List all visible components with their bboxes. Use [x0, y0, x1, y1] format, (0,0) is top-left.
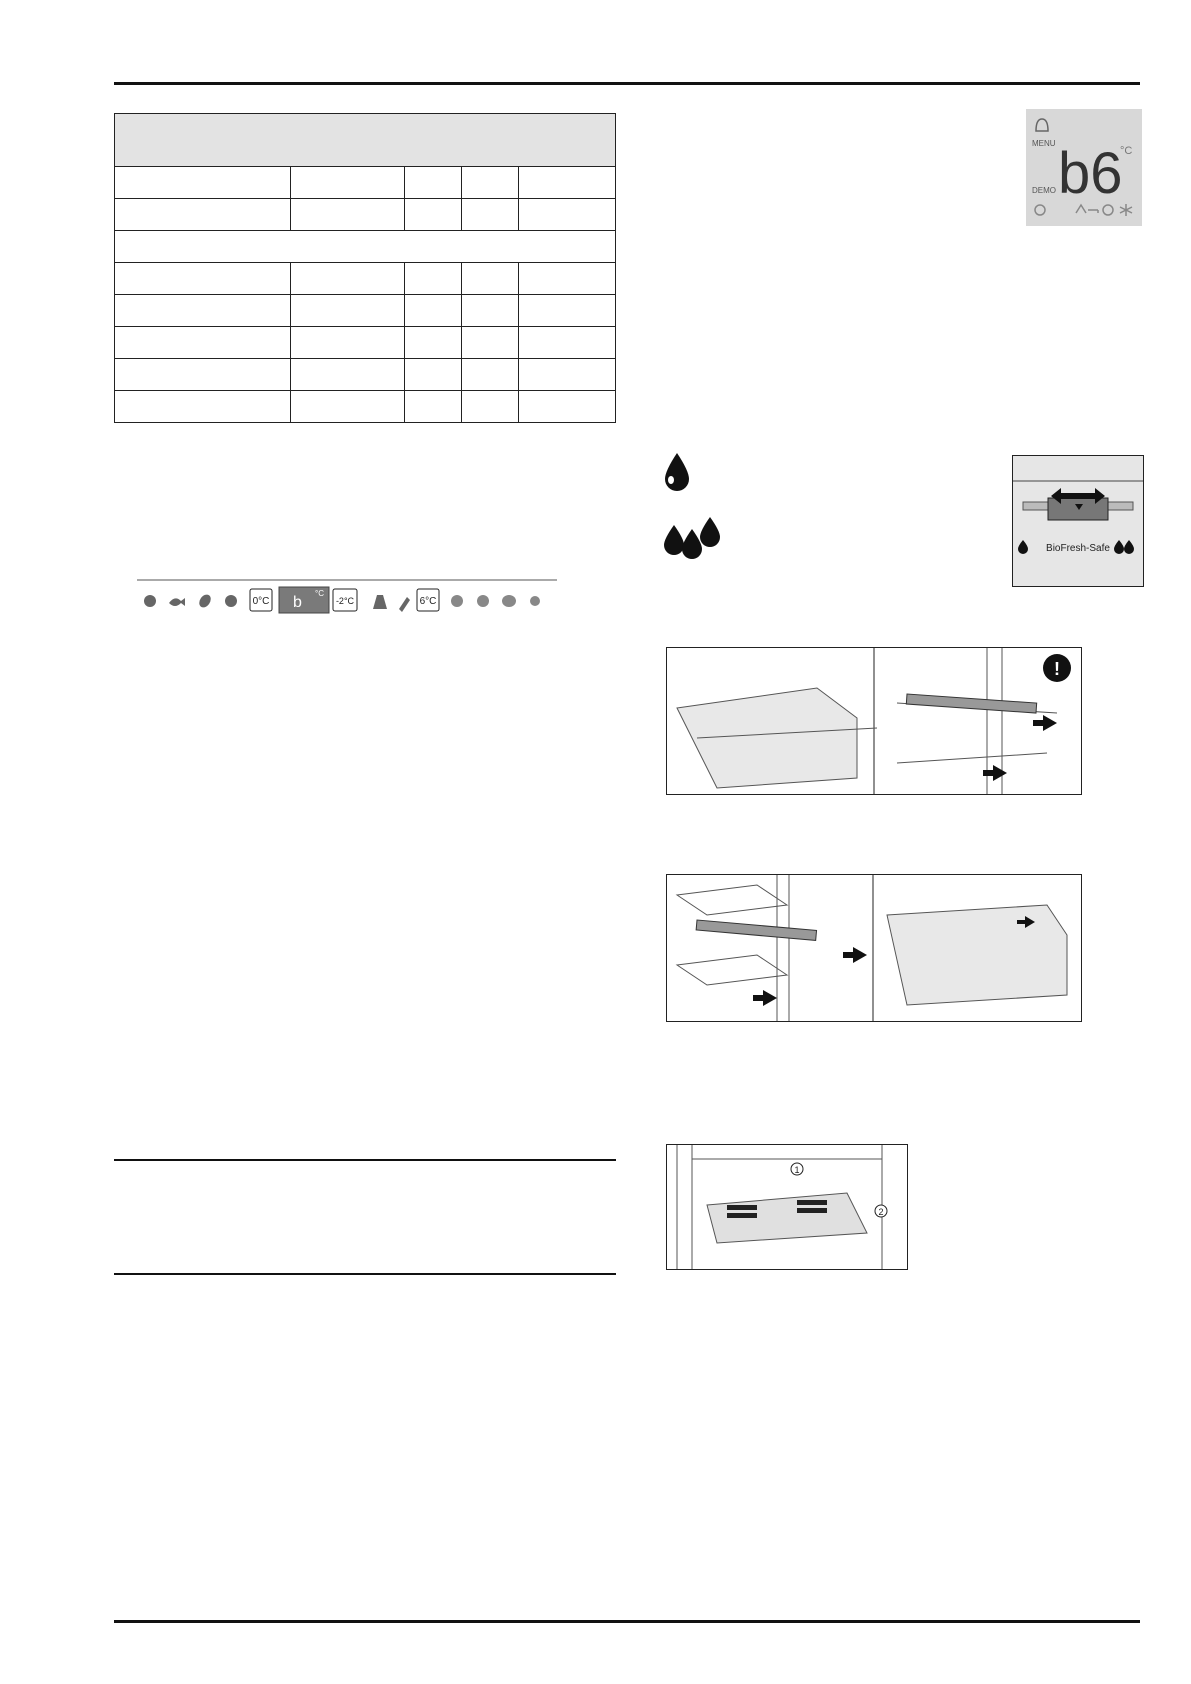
- display-value: b6: [1058, 141, 1123, 206]
- humidity-slider-panel: [1012, 455, 1144, 587]
- bottom-rule: [114, 1620, 1140, 1623]
- triple-drop-icon: [660, 515, 726, 565]
- fan-icon: [1076, 205, 1086, 213]
- display-unit: °C: [1120, 145, 1133, 157]
- temp-minus-two-label: -2°C: [335, 596, 355, 606]
- fish-icon: [169, 598, 185, 606]
- single-drop-icon: [662, 451, 692, 491]
- milk-icon: [373, 595, 387, 609]
- sausage-icon: [144, 595, 156, 607]
- menu-label: MENU: [1032, 139, 1056, 148]
- key-icon: [1088, 210, 1098, 213]
- meat-icon: [197, 592, 213, 609]
- poultry-icon: [225, 595, 237, 607]
- slider-drop-icon: [1018, 540, 1028, 554]
- bell-icon: [1036, 119, 1048, 131]
- callout-one: 1: [794, 1165, 800, 1175]
- at-icon: [1103, 205, 1113, 215]
- table-header-row: [115, 114, 616, 167]
- table-row: [115, 359, 616, 391]
- table-row: [115, 263, 616, 295]
- selected-setting-value: b: [293, 594, 302, 611]
- table-row: [115, 167, 616, 199]
- vegetable-icon: [399, 597, 410, 612]
- lettuce-icon: [502, 595, 516, 607]
- table-header-cell: [115, 114, 616, 167]
- fruit-icon: [451, 595, 463, 607]
- drawer-removal-illustration: [666, 647, 1082, 795]
- digital-display: [1026, 109, 1142, 226]
- settings-table: [114, 113, 616, 423]
- note-rule-bottom: [114, 1273, 616, 1275]
- slider-label: BioFresh-Safe: [1046, 543, 1110, 554]
- grape-icon: [530, 596, 540, 606]
- temp-zero-label: 0°C: [252, 596, 270, 607]
- cheese-icon: [477, 595, 489, 607]
- selected-setting-unit: °C: [315, 589, 324, 598]
- callout-two: 2: [878, 1207, 884, 1217]
- note-rule-top: [114, 1159, 616, 1161]
- icon-strip: [137, 579, 557, 619]
- top-rule: [114, 82, 1140, 85]
- temp-six-label: 6°C: [419, 596, 437, 607]
- shelf-callout-illustration: [666, 1144, 908, 1270]
- table-row: [115, 199, 616, 231]
- slider-drops-icon: [1114, 540, 1134, 554]
- table-row: [115, 295, 616, 327]
- slider-knob: [1048, 498, 1108, 520]
- warning-symbol: !: [1054, 659, 1060, 679]
- demo-label: DEMO: [1032, 186, 1056, 195]
- superfrost-icon: [1035, 205, 1045, 215]
- table-section-row: [115, 231, 616, 263]
- drawer-insertion-illustration: [666, 874, 1082, 1022]
- table-row: [115, 391, 616, 423]
- table-row: [115, 327, 616, 359]
